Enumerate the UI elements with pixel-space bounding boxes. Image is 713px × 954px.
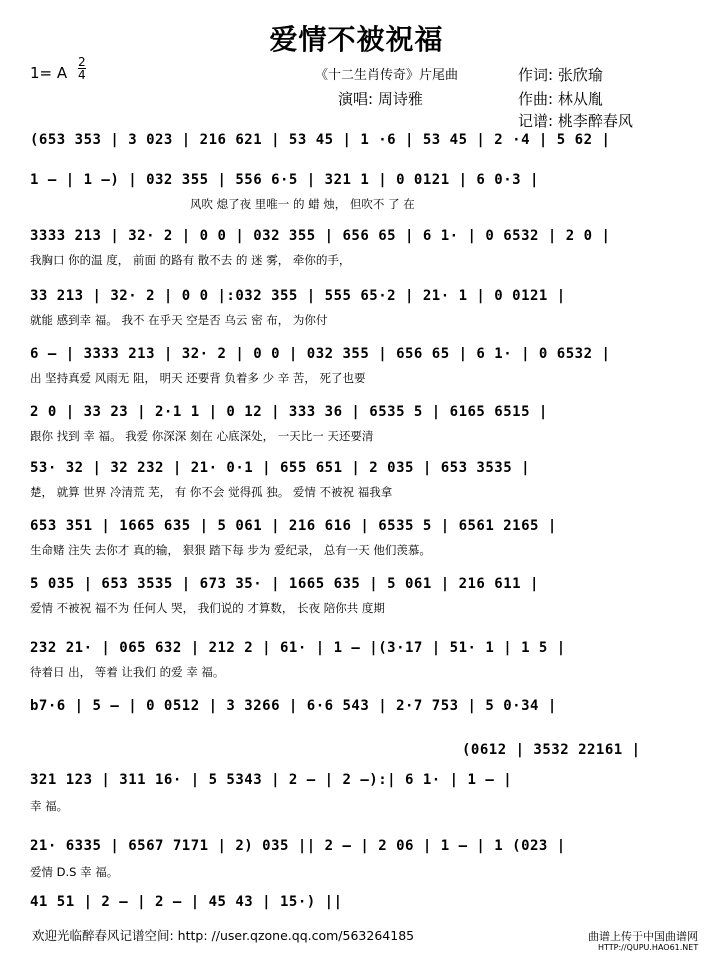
score-notes-row: 232 21· | 065 632 | 212 2 | 61· | 1 – |(3·17 | 51· 1 | 1 5 |	[30, 640, 566, 656]
singer-label: 演唱: 周诗雅	[338, 90, 423, 108]
score-notes-row: 41 51 | 2 – | 2 – | 45 43 | 15·) ||	[30, 894, 343, 910]
lyricist-label: 作词: 张欣瑜	[518, 66, 603, 84]
score-notes-row: (0612 | 3532 22161 |	[462, 742, 641, 758]
score-lyrics-row: 楚， 就算 世界 冷清荒 芜， 有 你不会 觉得孤 独。 爱情 不被祝 福我拿	[30, 485, 393, 499]
time-signature	[78, 56, 86, 81]
score-notes-row: 21· 6335 | 6567 7171 | 2) 035 || 2 – | 2 06 | 1 – | 1 (023 |	[30, 838, 566, 854]
score-lyrics-row: 就能 感到幸 福。 我不 在乎天 空是否 乌云 密 布， 为你付	[30, 313, 328, 327]
source-label: 《十二生肖传奇》片尾曲	[315, 68, 459, 83]
score-lyrics-row: 生命赌 注失 去你才 真的输， 狠狠 踏下每 步为 爱纪录， 总有一天 他们羡慕。	[30, 543, 431, 557]
watermark-line-1: 曲谱上传于中国曲谱网	[588, 930, 698, 943]
score-lyrics-row: 我胸口 你的温 度， 前面 的路有 散不去 的 迷 雾， 牵你的手，	[30, 253, 351, 267]
score-lyrics-row: 幸 福。	[30, 799, 69, 813]
score-lyrics-row: 风吹 熄了夜 里唯一 的 蜡 烛， 但吹不 了 在	[190, 197, 415, 211]
score-notes-row: b7·6 | 5 – | 0 0512 | 3 3266 | 6·6 543 | 2·7 753 | 5 0·34 |	[30, 698, 557, 714]
score-notes-row: 3333 213 | 32· 2 | 0 0 | 032 355 | 656 65 | 6 1· | 0 6532 | 2 0 |	[30, 228, 611, 244]
meter-numerator: 2	[78, 55, 86, 69]
score-lyrics-row: 爱情 不被祝 福不为 任何人 哭， 我们说的 才算数， 长夜 陪你共 度期	[30, 601, 385, 615]
composer-label: 作曲: 林从胤	[518, 90, 603, 108]
score-lyrics-row: 跟你 找到 幸 福。 我爱 你深深 刻在 心底深处， 一天比一 天还要清	[30, 429, 374, 443]
score-notes-row: 33 213 | 32· 2 | 0 0 |:032 355 | 555 65·2 | 21· 1 | 0 0121 |	[30, 288, 566, 304]
footer-text: 欢迎光临醉春风记谱空间: http: //user.qzone.qq.com/563264185	[32, 928, 415, 943]
key-signature: 1= A	[30, 64, 68, 82]
score-notes-row: 5 035 | 653 3535 | 673 35· | 1665 635 | 5 061 | 216 611 |	[30, 576, 539, 592]
meter-denominator: 4	[78, 68, 86, 82]
score-notes-row: 321 123 | 311 16· | 5 5343 | 2 – | 2 –):| 6 1· | 1 – |	[30, 772, 513, 788]
score-notes-row: (653 353 | 3 023 | 216 621 | 53 45 | 1 ·6 | 53 45 | 2 ·4 | 5 62 |	[30, 132, 611, 148]
score-notes-row: 1 – | 1 –) | 032 355 | 556 6·5 | 321 1 | 0 0121 | 6 0·3 |	[30, 172, 539, 188]
score-notes-row: 6 – | 3333 213 | 32· 2 | 0 0 | 032 355 | 656 65 | 6 1· | 0 6532 |	[30, 346, 611, 362]
watermark-line-2: HTTP://QUPU.HAO61.NET	[598, 943, 699, 952]
page-title: 爱情不被祝福	[269, 23, 444, 56]
transcriber-label: 记谱: 桃李醉春风	[518, 112, 633, 130]
score-lyrics-row: 出 坚持真爱 风雨无 阻， 明天 还要背 负着多 少 辛 苦， 死了也要	[30, 371, 366, 385]
score-notes-row: 2 0 | 33 23 | 2·1 1 | 0 12 | 333 36 | 6535 5 | 6165 6515 |	[30, 404, 548, 420]
score-lyrics-row: 爱情 D.S 幸 福。	[30, 865, 119, 879]
score-notes-row: 653 351 | 1665 635 | 5 061 | 216 616 | 6535 5 | 6561 2165 |	[30, 518, 557, 534]
score-notes-row: 53· 32 | 32 232 | 21· 0·1 | 655 651 | 2 035 | 653 3535 |	[30, 460, 531, 476]
score-lyrics-row: 待着日 出， 等着 让我们 的爱 幸 福。	[30, 665, 225, 679]
